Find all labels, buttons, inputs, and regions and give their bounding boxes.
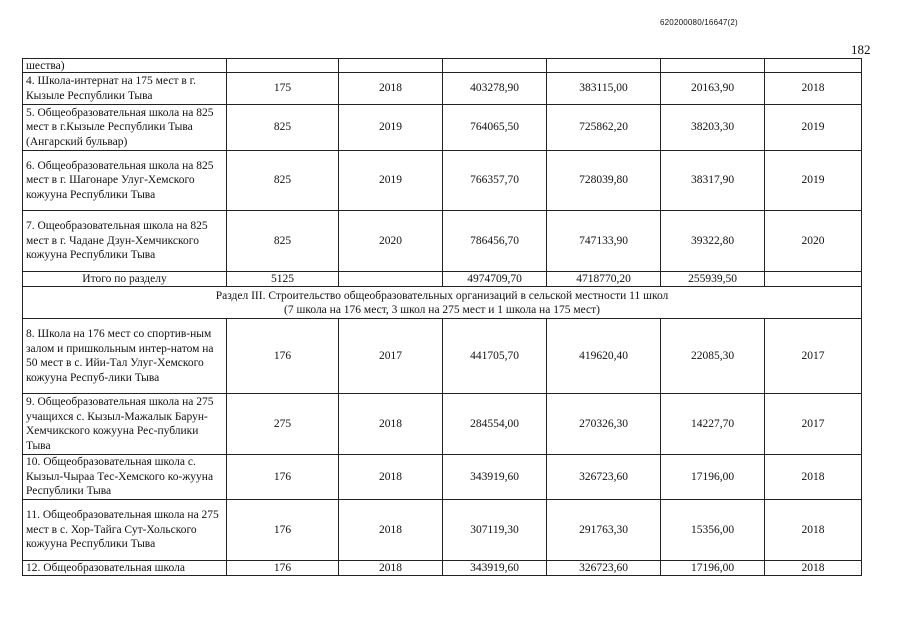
row-name: 6. Общеобразовательная школа на 825 мест в г. Шагонаре Улуг-Хемского кожууна Республики Тыва: [23, 151, 227, 211]
subtotal-regional: 255939,50: [661, 272, 765, 287]
table-row: [23, 211, 862, 272]
places-cell: 825: [227, 151, 339, 211]
federal-cost-cell: 326723,60: [547, 455, 661, 500]
start-year-cell: 2018: [339, 500, 443, 561]
regional-cost-cell: 15356,00: [661, 500, 765, 561]
schools-table: [22, 58, 862, 576]
regional-cost-cell: 39322,80: [661, 211, 765, 272]
row-name: 4. Школа-интернат на 175 мест в г. Кызыле Республики Тыва: [23, 73, 227, 105]
regional-cost-cell: 14227,70: [661, 394, 765, 455]
total-cost-cell: 764065,50: [443, 105, 547, 151]
regional-cost-cell: 38203,30: [661, 105, 765, 151]
start-year-cell: 2020: [339, 211, 443, 272]
end-year-cell: 2018: [765, 73, 862, 105]
total-cost-cell: 307119,30: [443, 500, 547, 561]
row-name: 10. Общеобразовательная школа с. Кызыл-Чыраа Тес-Хемского ко-жууна Республики Тыва: [23, 455, 227, 500]
table-row: [23, 319, 862, 394]
page-number: 182: [851, 42, 871, 57]
federal-cost-cell: 291763,30: [547, 500, 661, 561]
federal-cost-cell: 383115,00: [547, 73, 661, 105]
end-year-cell: 2017: [765, 394, 862, 455]
end-year-cell: 2017: [765, 319, 862, 394]
end-year-cell: 2019: [765, 105, 862, 151]
start-year-cell: 2019: [339, 151, 443, 211]
total-cost-cell: 786456,70: [443, 211, 547, 272]
total-cost-cell: 284554,00: [443, 394, 547, 455]
subtotal-label: Итого по разделу: [23, 272, 227, 287]
regional-cost-cell: 20163,90: [661, 73, 765, 105]
federal-cost-cell: 725862,20: [547, 105, 661, 151]
federal-cost-cell: 419620,40: [547, 319, 661, 394]
federal-cost-cell: 728039,80: [547, 151, 661, 211]
row-name: 9. Общеобразовательная школа на 275 учащихся с. Кызыл-Мажалык Барун-Хемчикского кожууна Рес-публики Тыва: [23, 394, 227, 455]
places-cell: 825: [227, 105, 339, 151]
table-row: [23, 561, 862, 576]
places-cell: 275: [227, 394, 339, 455]
start-year-cell: 2018: [339, 455, 443, 500]
row-name: 7. Ощеобразовательная школа на 825 мест в г. Чадане Дзун-Хемчикского кожууна Республики Тыва: [23, 211, 227, 272]
document-id: 620200080/16647(2): [660, 18, 738, 27]
regional-cost-cell: 17196,00: [661, 561, 765, 576]
end-year-cell: 2020: [765, 211, 862, 272]
total-cost-cell: 343919,60: [443, 561, 547, 576]
places-cell: 176: [227, 561, 339, 576]
regional-cost-cell: 38317,90: [661, 151, 765, 211]
end-year-cell: 2018: [765, 455, 862, 500]
total-cost-cell: 441705,70: [443, 319, 547, 394]
row-name: 11. Общеобразовательная школа на 275 мест в с. Хор-Тайга Сут-Хольского кожууна Республики Тыва: [23, 500, 227, 561]
federal-cost-cell: 326723,60: [547, 561, 661, 576]
federal-cost-cell: 747133,90: [547, 211, 661, 272]
places-cell: 176: [227, 455, 339, 500]
row-name: шества): [23, 59, 227, 73]
table-row: [23, 73, 862, 105]
federal-cost-cell: 270326,30: [547, 394, 661, 455]
table-row: [23, 151, 862, 211]
table-row: [23, 394, 862, 455]
table-row: [23, 105, 862, 151]
section-header-row: [23, 287, 862, 319]
regional-cost-cell: 17196,00: [661, 455, 765, 500]
subtotal-row: [23, 272, 862, 287]
regional-cost-cell: 22085,30: [661, 319, 765, 394]
section-title: Раздел III. Строительство общеобразовательных организаций в сельской местности 11 школ: [215, 289, 669, 302]
section-subtitle: (7 школа на 176 мест, 3 школ на 275 мест и 1 школа на 175 мест): [284, 303, 600, 316]
row-name: 12. Общеобразовательная школа: [23, 561, 227, 576]
places-cell: 825: [227, 211, 339, 272]
places-cell: 176: [227, 500, 339, 561]
end-year-cell: 2018: [765, 561, 862, 576]
places-cell: 176: [227, 319, 339, 394]
subtotal-federal: 4718770,20: [547, 272, 661, 287]
start-year-cell: 2019: [339, 105, 443, 151]
total-cost-cell: 766357,70: [443, 151, 547, 211]
continuation-row: [23, 59, 862, 73]
row-name: 5. Общеобразовательная школа на 825 мест в г.Кызыле Республики Тыва (Ангарский бульвар): [23, 105, 227, 151]
table-row: [23, 455, 862, 500]
row-name: 8. Школа на 176 мест со спортив-ным залом и пришкольным интер-натом на 50 мест в с. Ийи-Тал Улуг-Хемского кожууна Респуб-лики Тыва: [23, 319, 227, 394]
subtotal-total: 4974709,70: [443, 272, 547, 287]
section-header: [23, 287, 862, 319]
total-cost-cell: 343919,60: [443, 455, 547, 500]
places-cell: 175: [227, 73, 339, 105]
subtotal-places: 5125: [227, 272, 339, 287]
total-cost-cell: 403278,90: [443, 73, 547, 105]
end-year-cell: 2019: [765, 151, 862, 211]
end-year-cell: 2018: [765, 500, 862, 561]
table-row: [23, 500, 862, 561]
start-year-cell: 2018: [339, 394, 443, 455]
start-year-cell: 2018: [339, 73, 443, 105]
start-year-cell: 2017: [339, 319, 443, 394]
start-year-cell: 2018: [339, 561, 443, 576]
